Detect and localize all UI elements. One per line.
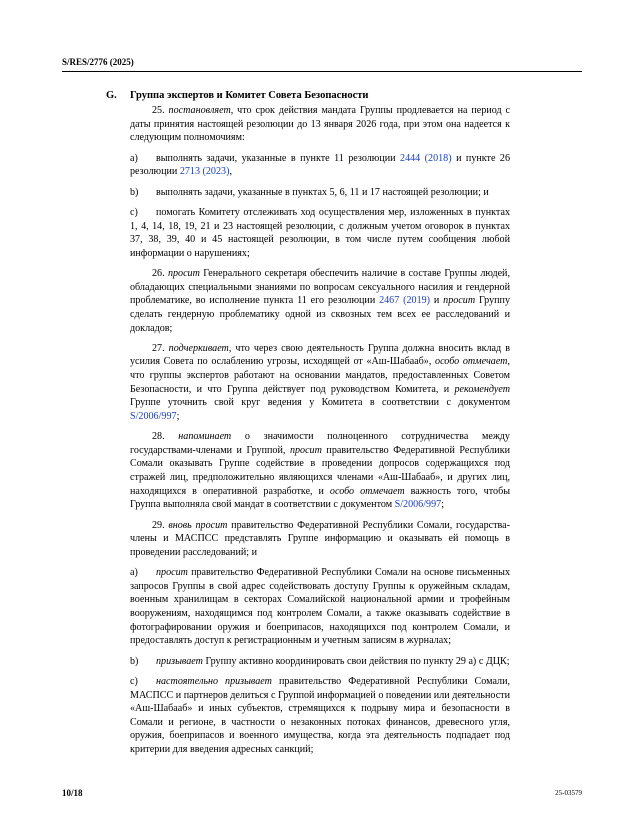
- operative-verb: напоминает: [178, 431, 232, 443]
- subparagraph-label: c): [130, 206, 138, 218]
- paragraph-text: и пункте 26 резолюции: [130, 152, 511, 178]
- operative-verb: особо отмечает: [329, 485, 405, 497]
- operative-verb: просит: [156, 567, 188, 579]
- paragraph-text: ;: [441, 499, 444, 511]
- subparagraph-25c: [130, 206, 510, 260]
- paragraph-text: ,: [229, 166, 232, 178]
- operative-verb: рекомендует: [454, 383, 510, 395]
- paragraph-text: Группу активно координировать свои действия по пункту 29 а) с ДЦК;: [202, 655, 510, 667]
- resolution-link[interactable]: 2467 (2019): [379, 295, 431, 307]
- operative-verb: особо отмечает: [435, 356, 508, 368]
- subparagraph-29c: [130, 675, 510, 757]
- subparagraph-label: c): [130, 675, 138, 687]
- paragraph-number: 28.: [152, 431, 165, 443]
- paragraph-number: 29.: [152, 519, 165, 531]
- header-divider: [62, 71, 582, 72]
- paragraph-text: Группе уточнить свой круг ведения у Комитета в соответствии с документом: [130, 397, 510, 409]
- paragraph-text: Группу сделать гендерную проблематику одной из сквозных тем всех ее расследований и докладов;: [130, 295, 510, 334]
- paragraph-text: правительство Федеративной Республики Сомали на основе письменных запросов Группы в свой адрес содействовать доступу Группы к оружейным складам, военным хранилищам в секторах Сомалийской национальной армии и трофейным вооружениям, находящимся под контролем Сомали, а также оказывать содействие в фотографировании оружия и боеприпасов, находящихся под контролем Сомали, и предоставлять доступ к регистрационным и учетным записям в журналах;: [130, 567, 510, 647]
- operative-verb: постановляет: [168, 105, 231, 116]
- paragraph-text: правительство Федеративной Республики Сомали, МАСПСС и партнеров делиться с Группой информацией о поведении или деятельности «Аш-Шабааб» и иных субъектов, стремящихся к подрыву мира и безопасности в Сомали и регионе, в частности о незаконных потоках финансов, древесного угля, оружия, боеприпасов и военного имущества, когда эта деятельность подпадает под критерии для введения адресных санкций;: [130, 675, 510, 755]
- document-body: [130, 104, 510, 763]
- paragraph-25: [130, 104, 510, 145]
- paragraph-text: выполнять задачи, указанные в пунктах 5, 6, 11 и 17 настоящей резолюции; и: [156, 186, 489, 198]
- paragraph-text: и: [430, 295, 444, 307]
- paragraph-27: [130, 342, 510, 424]
- operative-verb: просит: [167, 268, 200, 280]
- paragraph-text: важность того, чтобы Группа выполняла свой мандат в соответствии с документом: [130, 485, 510, 511]
- paragraph-number: 27.: [152, 342, 165, 354]
- section-title: Группа экспертов и Комитет Совета Безопасности: [130, 90, 369, 101]
- subparagraph-label: b): [130, 655, 139, 667]
- page-number: 10/18: [62, 788, 83, 798]
- paragraph-text: выполнять задачи, указанные в пункте 11 резолюции: [156, 152, 401, 164]
- operative-verb: подчеркивает: [168, 342, 229, 354]
- paragraph-text: Генерального секретаря обеспечить наличие в составе Группы людей, обладающих специальными знаниями по вопросам сексуального насилия и гендерной проблематике, во исполнение пункта 11 его резолюции: [130, 268, 510, 307]
- paragraph-text: правительство Федеративной Республики Сомали, государства-члены и МАСПСС представлять Группе информацию и оказывать ей помощь в проведении расследований; и: [130, 519, 510, 558]
- subparagraph-29a: [130, 566, 510, 648]
- document-number: 25-03579: [555, 789, 582, 797]
- paragraph-text: , что срок действия мандата Группы продлевается на период с даты принятия настоящей резолюции до 13 января 2026 года, при этом она надеется к следующим полномочиям:: [130, 105, 510, 144]
- paragraph-text: правительство Федеративной Республики Сомали оказывать Группе содействие в проведении допросов содержащихся под стражей лиц, предположительно являющихся членами «Аш-Шабааб», и других лиц, находящихся в оперативной разработке, и: [130, 444, 510, 497]
- subparagraph-29b: [130, 655, 510, 669]
- operative-verb: вновь просит: [168, 519, 228, 531]
- resolution-link[interactable]: 2713 (2023): [179, 166, 230, 178]
- subparagraph-25a: [130, 152, 510, 179]
- paragraph-text: , что группы экспертов работают на основании мандатов, предоставленных Советом Безопасности, и что Группа действует под руководством Комитета, и: [130, 356, 511, 395]
- operative-verb: настоятельно призывает: [156, 675, 272, 687]
- subparagraph-label: а): [130, 567, 138, 579]
- subparagraph-label: а): [130, 152, 138, 164]
- resolution-link[interactable]: 2444 (2018): [400, 152, 452, 164]
- operative-verb: просит: [443, 295, 476, 307]
- paragraph-text: помогать Комитету отслеживать ход осуществления мер, изложенных в пунктах 1, 4, 14, 18, 19, 21 и 23 настоящей резолюции, с должным учетом оговорок в пунктах 37, 38, 39, 40 и 45 настоящей резолюции, в том числе путем сообщения любой информации о нарушениях;: [130, 206, 510, 259]
- paragraph-28: [130, 430, 510, 512]
- operative-verb: призывает: [156, 655, 203, 667]
- paragraph-text: ;: [176, 410, 180, 422]
- paragraph-number: 26.: [152, 268, 165, 280]
- document-link[interactable]: S/2006/997: [394, 499, 442, 511]
- paragraph-26: [130, 267, 510, 335]
- paragraph-text: , что через свою деятельность Группа должна вносить вклад в усилия Совета по ослаблению угрозы, исходящей от «Аш-Шабааб»,: [130, 342, 510, 368]
- paragraph-29: [130, 519, 510, 560]
- subparagraph-label: b): [130, 186, 139, 198]
- subparagraph-25b: [130, 186, 510, 200]
- document-link[interactable]: S/2006/997: [130, 410, 177, 422]
- paragraph-text: о значимости полноценного сотрудничества между государствами-членами и Группой,: [130, 431, 510, 456]
- document-symbol: S/RES/2776 (2025): [62, 57, 134, 67]
- section-letter: G.: [106, 90, 117, 101]
- paragraph-number: 25.: [152, 105, 165, 116]
- operative-verb: просит: [289, 444, 322, 456]
